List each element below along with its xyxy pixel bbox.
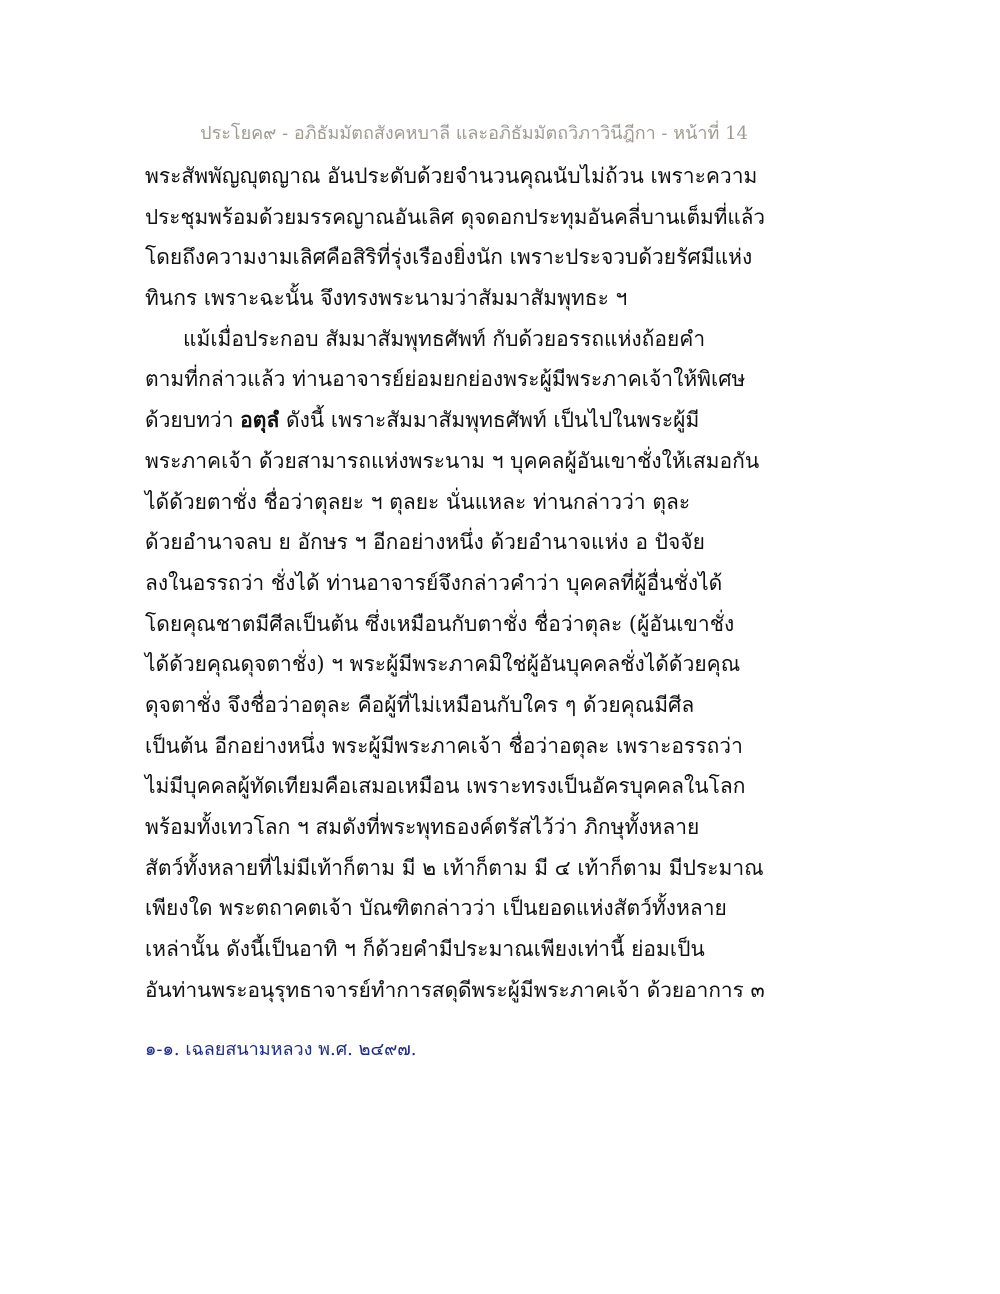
text-line: ได้ด้วยคุณดุจตาชั่ง) ฯ พระผู้มีพระภาคมิใช่ผู้อันบุคคลชั่งได้ด้วยคุณ xyxy=(145,652,741,677)
bold-term: อตุลํ xyxy=(240,407,280,433)
text-line: อันท่านพระอนุรุทธาจารย์ทำการสดุดีพระผู้มีพระภาคเจ้า ด้วยอาการ ๓ xyxy=(145,977,765,1002)
text-line: ประชุมพร้อมด้วยมรรคญาณอันเลิศ ดุจดอกประทุมอันคลี่บานเต็มที่แล้ว xyxy=(145,204,766,229)
text-line: เหล่านั้น ดังนี้เป็นอาทิ ฯ ก็ด้วยคำมีประมาณเพียงเท่านี้ ย่อมเป็น xyxy=(145,937,705,962)
text-line: ตามที่กล่าวแล้ว ท่านอาจารย์ย่อมยกย่องพระผู้มีพระภาคเจ้าให้พิเศษ xyxy=(145,367,746,392)
text-line: ดุจตาชั่ง จึงชื่อว่าอตุละ คือผู้ที่ไม่เหมือนกับใคร ๆ ด้วยคุณมีศีล xyxy=(145,692,695,717)
text-segment: ดังนี้ เพราะสัมมาสัมพุทธศัพท์ เป็นไปในพระผู้มี xyxy=(279,408,700,433)
text-line: เป็นต้น อีกอย่างหนึ่ง พระผู้มีพระภาคเจ้า ชื่อว่าอตุละ เพราะอรรถว่า xyxy=(145,733,743,758)
text-line: ทินกร เพราะฉะนั้น จึงทรงพระนามว่าสัมมาสัมพุทธะ ฯ xyxy=(145,286,628,311)
page-header: ประโยค๙ - อภิธัมมัตถสังคหบาลี และอภิธัมมัตถวิภาวินีฎีกา - หน้าที่ 14 xyxy=(200,123,748,144)
text-line: สัตว์ทั้งหลายที่ไม่มีเท้าก็ตาม มี ๒ เท้าก็ตาม มี ๔ เท้าก็ตาม มีประมาณ xyxy=(145,855,764,880)
body-text xyxy=(145,156,765,1010)
text-line: ไม่มีบุคคลผู้ทัดเทียมคือเสมอเหมือน เพราะทรงเป็นอัครบุคคลในโลก xyxy=(145,774,746,799)
paragraph-start-line: แม้เมื่อประกอบ สัมมาสัมพุทธศัพท์ กับด้วยอรรถแห่งถ้อยคำ xyxy=(183,326,706,351)
text-line: เพียงใด พระตถาคตเจ้า บัณฑิตกล่าวว่า เป็นยอดแห่งสัตว์ทั้งหลาย xyxy=(145,896,727,921)
footnote: ๑-๑. เฉลยสนามหลวง พ.ศ. ๒๔๙๗. xyxy=(145,1039,417,1060)
text-line: พระสัพพัญญุตญาณ อันประดับด้วยจำนวนคุณนับไม่ถ้วน เพราะความ xyxy=(145,164,758,188)
text-line-with-bold xyxy=(145,400,765,441)
text-line: โดยถึงความงามเลิศคือสิริที่รุ่งเรืองยิ่งนัก เพราะประจวบด้วยรัศมีแห่ง xyxy=(145,245,753,270)
text-line: พระภาคเจ้า ด้วยสามารถแห่งพระนาม ฯ บุคคลผู้อันเขาชั่งให้เสมอกัน xyxy=(145,448,760,473)
text-line: โดยคุณชาตมีศีลเป็นต้น ซึ่งเหมือนกับตาชั่ง ชื่อว่าตุละ (ผู้อันเขาชั่ง xyxy=(145,611,735,636)
text-segment: ด้วยบทว่า xyxy=(145,408,241,433)
text-line: ลงในอรรถว่า ชั่งได้ ท่านอาจารย์จึงกล่าวคำว่า บุคคลที่ผู้อื่นชั่งได้ xyxy=(145,570,723,595)
text-line: ด้วยอำนาจลบ ย อักษร ฯ อีกอย่างหนึ่ง ด้วยอำนาจแห่ง อ ปัจจัย xyxy=(145,530,705,555)
text-line: พร้อมทั้งเทวโลก ฯ สมดังที่พระพุทธองค์ตรัสไว้ว่า ภิกษุทั้งหลาย xyxy=(145,815,700,839)
text-line: ได้ด้วยตาชั่ง ชื่อว่าตุลยะ ฯ ตุลยะ นั่นแหละ ท่านกล่าวว่า ตุละ xyxy=(145,489,691,514)
